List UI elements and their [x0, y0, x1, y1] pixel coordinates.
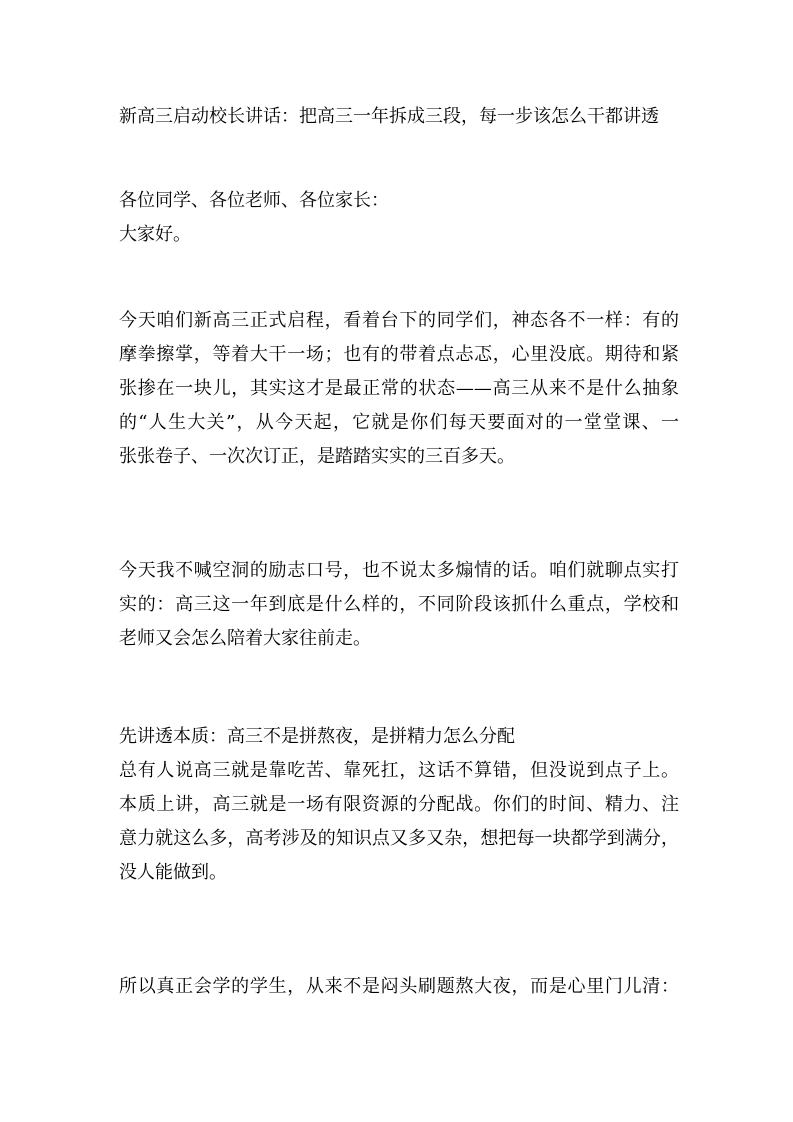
hello-line: 大家好。 — [119, 224, 191, 245]
paragraph-line: 没人能做到。 — [119, 862, 227, 883]
subheading-line: 先讲透本质：高三不是拼熬夜，是拼精力怎么分配 — [119, 726, 515, 747]
title-line: 新高三启动校长讲话：把高三一年拆成三段，每一步该怎么干都讲透 — [119, 106, 659, 127]
greeting-line: 各位同学、各位老师、各位家长： — [119, 190, 389, 211]
paragraph-3 — [119, 754, 679, 890]
hello-paragraph — [119, 218, 679, 252]
paragraph-line: 张掺在一块儿，其实这才是最正常的状态——高三从来不是什么抽象 — [119, 378, 679, 399]
paragraph-line: 意力就这么多，高考涉及的知识点又多又杂，想把每一块都学到满分， — [119, 828, 679, 849]
paragraph-2 — [119, 554, 679, 656]
paragraph-line: 的“人生大关”，从今天起，它就是你们每天要面对的一堂堂课、一 — [119, 412, 679, 433]
greeting-paragraph — [119, 184, 679, 218]
paragraph-line: 摩拳擦掌，等着大干一场；也有的带着点忐忑，心里没底。期待和紧 — [119, 344, 679, 365]
paragraph-line: 实的：高三这一年到底是什么样的，不同阶段该抓什么重点，学校和 — [119, 594, 679, 615]
paragraph-4 — [119, 970, 679, 1004]
paragraph-line: 本质上讲，高三就是一场有限资源的分配战。你们的时间、精力、注 — [119, 794, 679, 815]
section-subheading — [119, 720, 679, 754]
paragraph-line: 今天我不喊空洞的励志口号，也不说太多煽情的话。咱们就聊点实打 — [119, 560, 679, 581]
paragraph-line: 老师又会怎么陪着大家往前走。 — [119, 628, 371, 649]
paragraph-line: 所以真正会学的学生，从来不是闷头刷题熬大夜，而是心里门儿清： — [119, 976, 679, 997]
paragraph-1 — [119, 304, 679, 474]
paragraph-line: 总有人说高三就是靠吃苦、靠死扛，这话不算错，但没说到点子上。 — [119, 760, 679, 781]
paragraph-line: 今天咱们新高三正式启程，看着台下的同学们，神态各不一样：有的 — [119, 310, 679, 331]
paragraph-line: 张张卷子、一次次订正，是踏踏实实的三百多天。 — [119, 446, 515, 467]
document-title — [119, 100, 679, 134]
